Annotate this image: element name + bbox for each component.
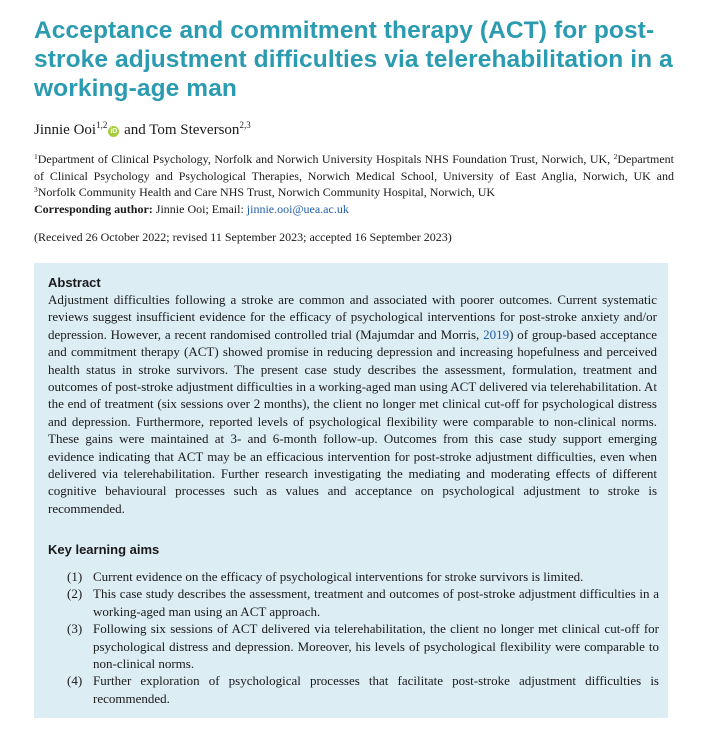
author-conjunction: and bbox=[120, 122, 150, 138]
author-affiliation-sup: 1,2 bbox=[96, 120, 108, 130]
aims-heading: Key learning aims bbox=[48, 542, 160, 557]
received-dates: (Received 26 October 2022; revised 11 September 2023; accepted 16 September 2023) bbox=[34, 230, 452, 244]
affiliation-sup: 1 bbox=[34, 152, 38, 161]
list-item-number: (4) bbox=[67, 673, 83, 689]
abstract-box bbox=[34, 263, 668, 718]
affiliations bbox=[34, 151, 674, 217]
abstract-section bbox=[48, 275, 657, 517]
orcid-icon[interactable]: iD bbox=[110, 128, 118, 135]
list-item bbox=[67, 585, 659, 620]
abstract-heading: Abstract bbox=[48, 275, 101, 290]
corresponding-text: Jinnie Ooi; Email: bbox=[152, 201, 247, 216]
corresponding-label: Corresponding author: bbox=[34, 201, 153, 216]
author-affiliation-sup: 2,3 bbox=[239, 120, 251, 130]
list-item-text: Following six sessions of ACT delivered via telerehabilitation, the client no longer met clinical cut-off for psychological distress and depression. Moreover, his levels of psychological flexibility were comparable to non-clinical norms. bbox=[93, 621, 659, 672]
author-line bbox=[34, 121, 251, 139]
list-item-text: Further exploration of psychological processes that facilitate post-stroke adjustment difficulties is recommended. bbox=[93, 673, 659, 706]
article-title: Acceptance and commitment therapy (ACT) for post-stroke adjustment difficulties via telerehabilitation in a working-age man bbox=[34, 17, 673, 102]
author-name: Jinnie Ooi bbox=[34, 122, 97, 138]
affiliation-sup: 3 bbox=[34, 185, 38, 194]
abstract-text-part: Adjustment difficulties following a stroke are common and associated with poorer outcomes. Current systematic reviews suggest insufficient evidence for the efficacy of psychological interventions for post-stroke anxiety and/or depression. However, a recent randomised controlled trial (Majumdar and Morris, bbox=[48, 292, 657, 342]
list-item-number: (3) bbox=[67, 621, 83, 637]
affiliation-3: Norfolk Community Health and Care NHS Trust, Norwich Community Hospital, Norwich, UK bbox=[37, 185, 496, 199]
list-item-text: This case study describes the assessment, treatment and outcomes of post-stroke adjustment difficulties in a working-aged man using an ACT approach. bbox=[93, 586, 659, 619]
aims-list bbox=[67, 568, 659, 707]
affiliation-sup: 2 bbox=[613, 152, 618, 161]
author-name: Tom Steverson bbox=[149, 122, 240, 138]
list-item-number: (1) bbox=[67, 569, 83, 584]
list-item-number: (2) bbox=[67, 586, 83, 602]
affiliation-1: Department of Clinical Psychology, Norfolk and Norwich University Hospitals NHS Foundation Trust, Norwich, UK, bbox=[37, 152, 611, 166]
corresponding-author bbox=[34, 201, 674, 218]
list-item bbox=[67, 672, 659, 707]
list-item bbox=[67, 620, 659, 672]
abstract-text-part: ) of group-based acceptance and commitment therapy (ACT) showed promise in reducing depression and increasing hopefulness and perceived health status in stroke survivors. The present case study describes the assessment, formulation, treatment and outcomes of post-stroke adjustment difficulties in a working-aged man using ACT delivered via telerehabilitation. At the end of treatment (six sessions over 2 months), the client no longer met clinical cut-off for psychological distress and depression. Furthermore, reported levels of psychological flexibility were comparable to non-clinical norms. These gains were maintained at 3- and 6-month follow-up. Outcomes from this case study support emerging evidence indicating that ACT may be an efficacious intervention for post-stroke adjustment difficulties, even when delivered via telerehabilitation. Further research investigating the mediating and moderating effects of different cognitive behavioural processes such as values and acceptance on psychological adjustment to stroke is recommended. bbox=[48, 326, 657, 516]
citation-link[interactable]: 2019 bbox=[483, 326, 510, 342]
affiliation-text bbox=[34, 151, 674, 201]
abstract-text bbox=[48, 291, 657, 517]
list-item-text: Current evidence on the efficacy of psychological interventions for stroke survivors is limited. bbox=[93, 569, 584, 584]
list-item bbox=[67, 568, 659, 585]
email-link[interactable]: jinnie.ooi@uea.ac.uk bbox=[246, 201, 349, 216]
affiliation-2: Department of Clinical Psychology and Psychological Therapies, Norwich Medical School, University of East Anglia, Norwich, UK and bbox=[34, 152, 675, 183]
